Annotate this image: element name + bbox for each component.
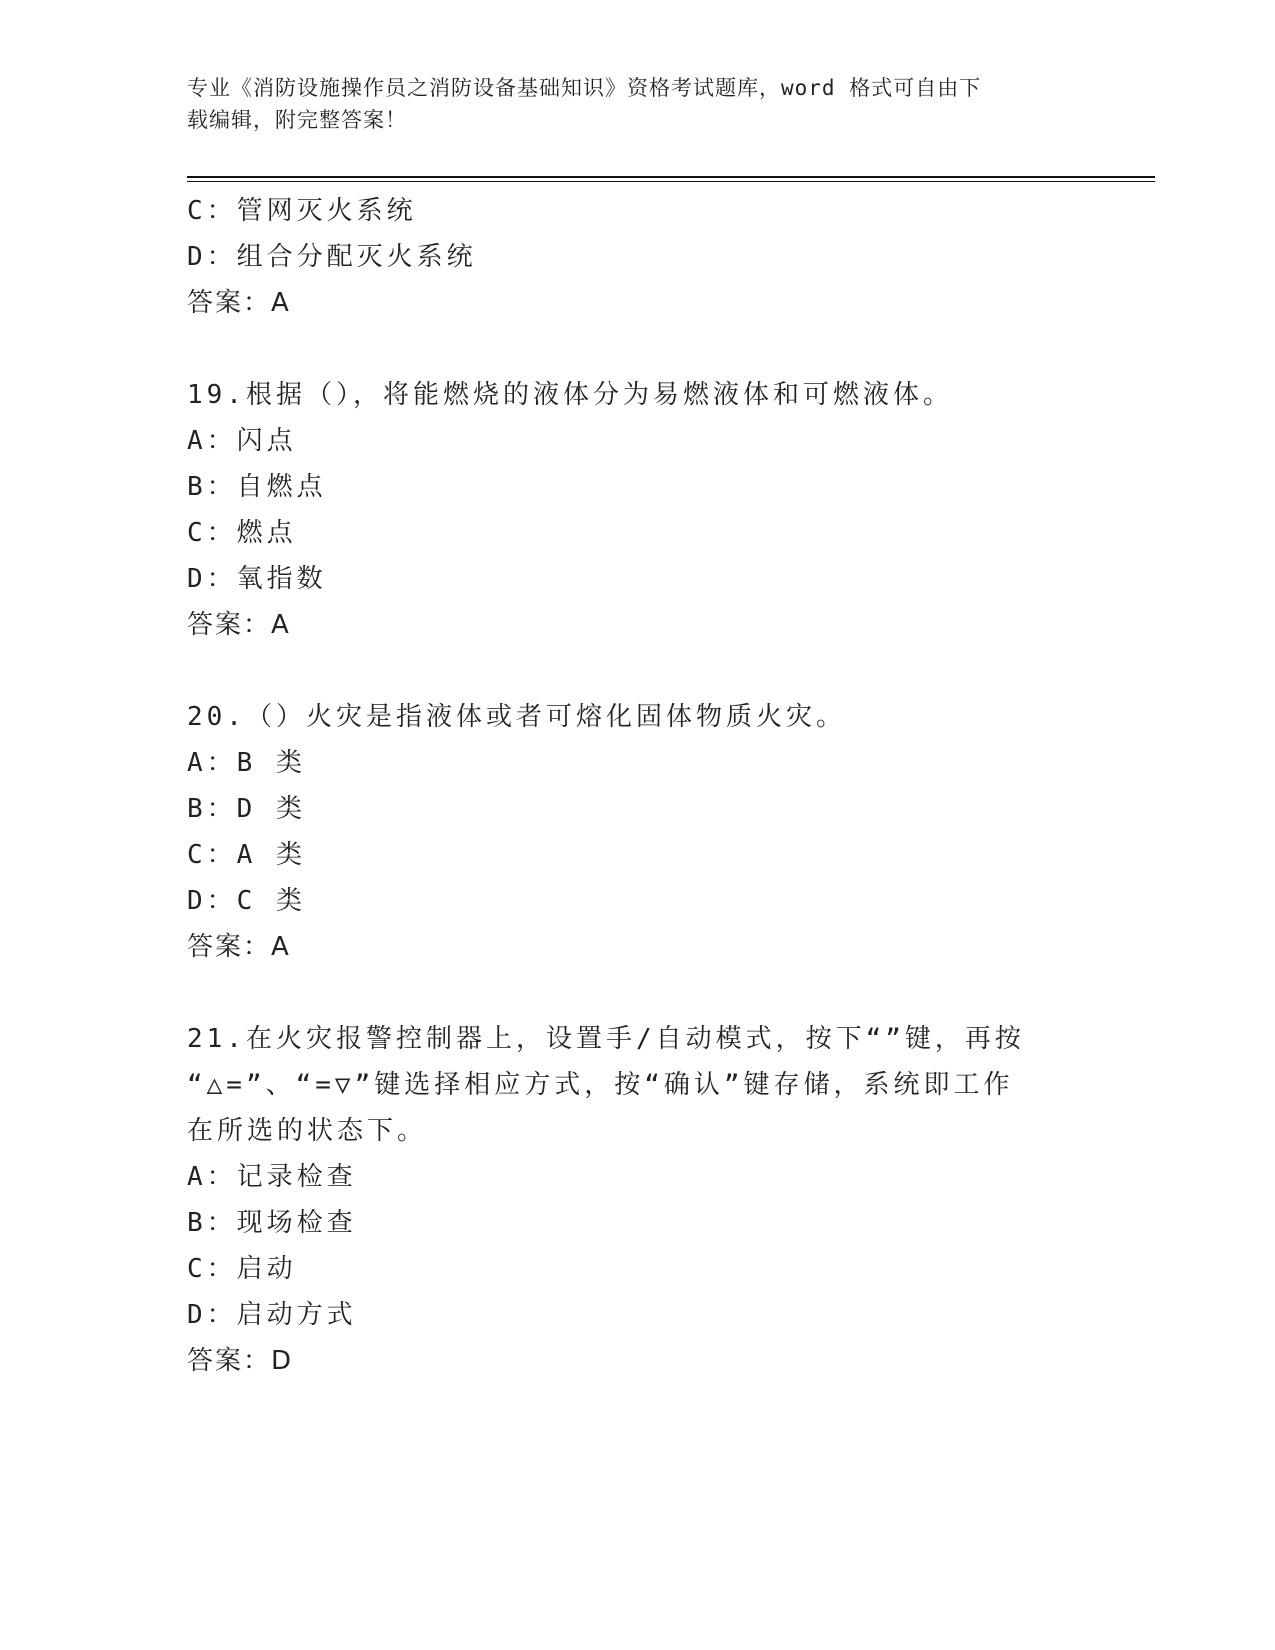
header-divider-thick	[187, 176, 1155, 178]
header-divider-thin	[187, 181, 1155, 182]
spacer	[187, 970, 1087, 1016]
question-text-line-1: 21.在火灾报警控制器上，设置手/自动模式，按下“”键，再按	[187, 1024, 1025, 1054]
question-text: 20.（）火灾是指液体或者可熔化固体物质火灾。	[187, 702, 846, 732]
option-c: C：启动	[187, 1254, 297, 1284]
question-text-line-3: 在所选的状态下。	[187, 1116, 428, 1146]
option-d: D：组合分配灭火系统	[187, 242, 477, 272]
question-block-19	[187, 372, 1087, 648]
option-a: A：记录检查	[187, 1162, 357, 1192]
option-c: C：管网灭火系统	[187, 196, 417, 226]
document-header	[187, 72, 1067, 136]
spacer	[187, 648, 1087, 694]
question-block-20	[187, 694, 1087, 970]
question-list	[187, 188, 1087, 1384]
option-c: C：燃点	[187, 518, 297, 548]
question-text-line-2: “△=”、“=▽”键选择相应方式，按“确认”键存储，系统即工作	[187, 1070, 1014, 1100]
option-b: B：自燃点	[187, 472, 327, 502]
option-b: B：D 类	[187, 794, 306, 824]
header-line-2: 载编辑，附完整答案！	[187, 108, 407, 132]
answer-line: 答案：A	[187, 288, 291, 318]
option-c: C：A 类	[187, 840, 306, 870]
option-d: D：C 类	[187, 886, 306, 916]
option-b: B：现场检查	[187, 1208, 357, 1238]
answer-line: 答案：A	[187, 932, 291, 962]
header-line-1: 专业《消防设施操作员之消防设备基础知识》资格考试题库，word 格式可自由下	[187, 76, 982, 100]
answer-line: 答案：D	[187, 1346, 294, 1376]
option-d: D：启动方式	[187, 1300, 357, 1330]
question-block-21	[187, 1016, 1087, 1384]
question-block-previous	[187, 188, 1087, 326]
option-a: A：闪点	[187, 426, 297, 456]
option-a: A：B 类	[187, 748, 306, 778]
spacer	[187, 326, 1087, 372]
answer-line: 答案：A	[187, 610, 291, 640]
question-text: 19.根据（），将能燃烧的液体分为易燃液体和可燃液体。	[187, 380, 953, 410]
option-d: D：氧指数	[187, 564, 327, 594]
